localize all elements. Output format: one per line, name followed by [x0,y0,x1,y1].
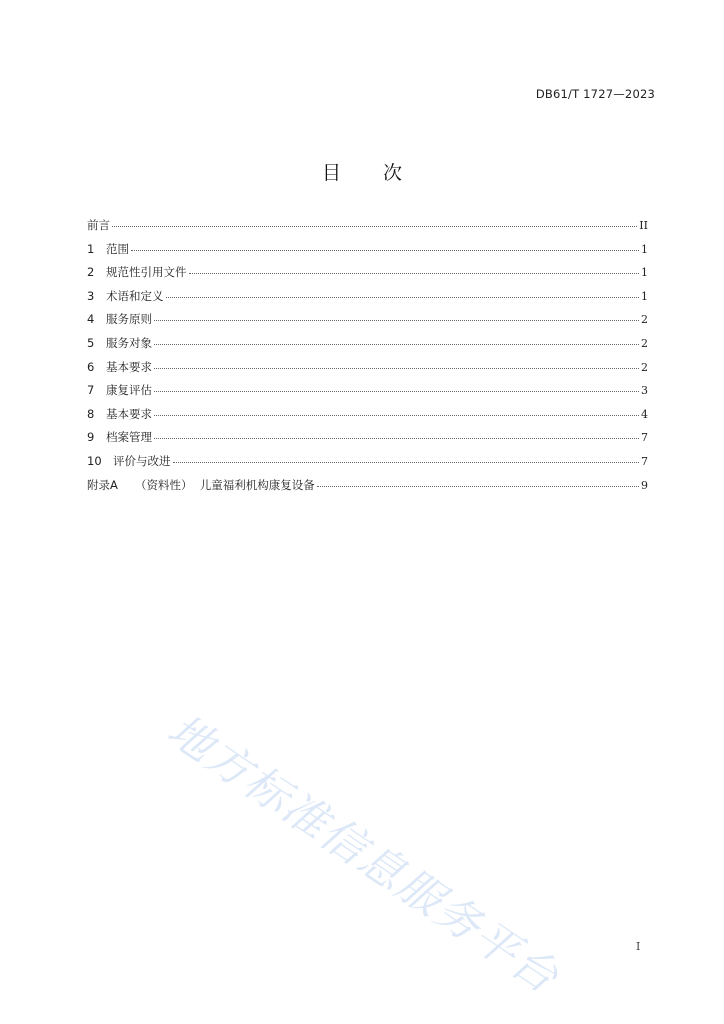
toc-entry-10[interactable] [87,453,648,477]
toc-leader-dots [154,367,639,369]
toc-leader-dots [154,343,639,345]
toc-entry-number: 2 [87,265,95,280]
toc-entry-4[interactable] [87,311,648,335]
toc-entry-label: 术语和定义 [106,288,164,303]
toc-entry-label: 档案管理 [106,430,152,445]
toc-entry-page: 3 [641,384,648,398]
toc-entry-number: 1 [87,241,95,256]
toc-entry-label: 规范性引用文件 [106,265,187,280]
toc-entry-label: 基本要求 [106,406,152,421]
toc-entry-6[interactable] [87,359,648,383]
toc-leader-dots [131,249,639,251]
toc-title-char-2: 次 [383,162,403,184]
toc-entry-7[interactable] [87,382,648,406]
toc-leader-dots [154,414,639,416]
toc-entry-page: 1 [641,289,648,303]
toc-leader-dots [173,461,640,463]
toc-leader-dots [154,437,639,439]
toc-entry-page: 7 [641,431,648,445]
toc-title [0,158,724,185]
toc-entry-label: 服务对象 [106,335,152,350]
toc-entry-number: 6 [87,359,95,374]
toc-entry-page: 1 [641,266,648,280]
toc-entry-page: 2 [641,360,648,374]
toc-entry-number: 5 [87,335,95,350]
toc-entry-page: 2 [641,336,648,350]
toc-entry-label: 康复评估 [106,383,152,398]
toc-entry-number: 10 [87,453,102,468]
toc-entry-page: 2 [641,313,648,327]
toc-entry-label: 范围 [106,241,129,256]
toc-title-char-1: 目 [321,162,341,184]
toc-entry-number: 7 [87,383,95,398]
toc-entry-label: 基本要求 [106,359,152,374]
toc-entry-8[interactable] [87,406,648,430]
toc-leader-dots [317,485,639,487]
toc-entry-page: 7 [641,454,648,468]
toc-entry-label: 前言 [87,218,110,232]
footer-page-number: I [636,940,641,953]
toc-entry-5[interactable] [87,335,648,359]
watermark: 地方标准信息服务平台 [158,704,569,1005]
toc-entry-number: 4 [87,312,95,327]
toc-entry-page: II [639,219,648,232]
toc-entry-page: 4 [641,407,648,421]
toc-list [87,217,648,500]
toc-entry-2[interactable] [87,264,648,288]
toc-leader-dots [112,225,637,227]
toc-entry-9[interactable] [87,429,648,453]
toc-entry-number: 8 [87,406,95,421]
toc-entry-appendix-a[interactable] [87,477,648,501]
toc-entry-label: 评价与改进 [113,453,171,468]
toc-leader-dots [189,272,640,274]
toc-entry-number: 9 [87,430,95,445]
toc-entry-page: 9 [641,478,648,492]
standard-code: DB61/T 1727—2023 [535,87,655,101]
toc-entry-foreword[interactable] [87,217,648,241]
toc-entry-page: 1 [641,242,648,256]
toc-entry-label: 服务原则 [106,312,152,327]
toc-leader-dots [166,296,640,298]
toc-entry-number: 3 [87,288,95,303]
toc-leader-dots [154,319,639,321]
toc-entry-number: 附录A [87,477,118,492]
toc-entry-3[interactable] [87,288,648,312]
toc-entry-label: （资料性） 儿童福利机构康复设备 [135,477,315,492]
toc-entry-1[interactable] [87,241,648,265]
toc-leader-dots [154,390,639,392]
